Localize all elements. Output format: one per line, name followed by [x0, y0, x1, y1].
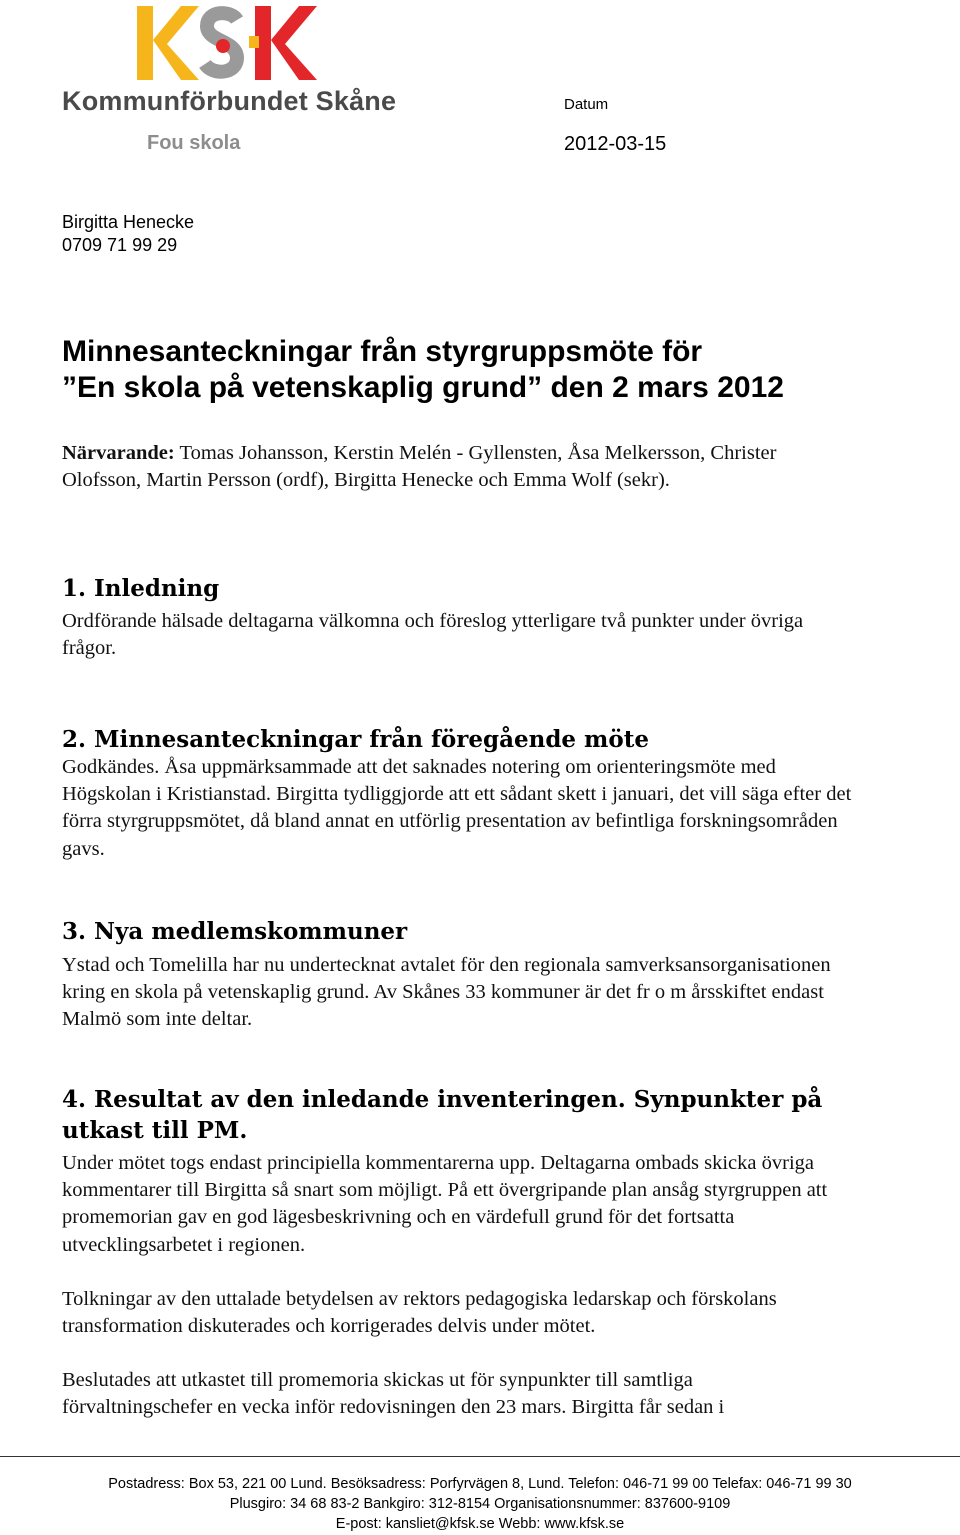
unit-name: Fou skola: [147, 132, 241, 154]
attendance-text: Tomas Johansson, Kerstin Melén - Gyllensten, Åsa Melkersson, Christer Olofsson, Martin Persson (ordf), Birgitta Henecke och Emma Wolf (sekr).: [62, 442, 777, 492]
document-title: [62, 334, 902, 406]
date-value: 2012-03-15: [564, 133, 667, 155]
section-heading-1: 1. Inledning: [62, 575, 220, 602]
footer-payment: Plusgiro: 34 68 83-2 Bankgiro: 312-8154 Organisationsnummer: 837600-9109: [229, 1496, 731, 1512]
section-heading-4: 4. Resultat av den inledande inventeringen. Synpunkter på utkast till PM.: [62, 1086, 823, 1144]
footer-address: Postadress: Box 53, 221 00 Lund. Besöksadress: Porfyrvägen 8, Lund. Telefon: 046-71 99 00 Telefax: 046-71 99 30: [108, 1476, 852, 1492]
title-line-2: ”En skola på vetenskaplig grund” den 2 mars 2012: [62, 371, 784, 404]
section-4-paragraph-1: Under mötet togs endast principiella kommentarerna upp. Deltagarna ombads skicka övriga kommentarer till Birgitta så snart som möjligt. På ett övergripande plan ansåg styrgruppen att promemorian gav en god lägesbeskrivning och en värdefull grund för det fortsatta utvecklingsarbetet i regionen.: [62, 1152, 828, 1256]
footer-divider: [0, 1456, 960, 1457]
section-heading-3: 3. Nya medlemskommuner: [62, 918, 408, 945]
title-line-1: Minnesanteckningar från styrgruppsmöte för: [62, 335, 703, 368]
section-heading-2: 2. Minnesanteckningar från föregående möte: [62, 726, 649, 753]
section-4-paragraph-3: Beslutades att utkastet till promemoria skickas ut för synpunkter till samtliga förvaltningschefer en vecka inför redovisningen den 23 mars. Birgitta får sedan i: [62, 1369, 725, 1419]
logo-mark: [137, 6, 347, 86]
attendance: [62, 440, 822, 494]
section-2-paragraph: Godkändes. Åsa uppmärksammade att det saknades notering om orienteringsmöte med Högskolan i Kristianstad. Birgitta tydliggjorde att ett sådant skett i januari, det vill säga efter det förra styrgruppsmötet, då bland annat en utförlig presentation av befintliga forskningsområden gavs.: [62, 756, 852, 860]
section-1-paragraph: Ordförande hälsade deltagarna välkomna och föreslog ytterligare två punkter under övriga frågor.: [62, 610, 804, 660]
section-3-paragraph: Ystad och Tomelilla har nu undertecknat avtalet för den regionala samverksansorganisationen kring en skola på vetenskaplig grund. Av Skånes 33 kommuner är det fr o m årsskiftet endast Malmö som inte deltar.: [62, 954, 831, 1031]
date-label: Datum: [564, 96, 609, 113]
kfsk-logo: [62, 6, 397, 118]
footer-contact: E-post: kansliet@kfsk.se Webb: www.kfsk.se: [335, 1516, 625, 1532]
contact-phone: 0709 71 99 29: [62, 235, 178, 255]
logo-text: Kommunförbundet Skåne: [62, 86, 397, 116]
attendance-label: Närvarande:: [62, 442, 175, 464]
contact-name: Birgitta Henecke: [62, 212, 195, 232]
section-4-paragraph-2: Tolkningar av den uttalade betydelsen av rektors pedagogiska ledarskap och förskolans transformation diskuterades och korrigerades delvis under mötet.: [62, 1288, 777, 1338]
